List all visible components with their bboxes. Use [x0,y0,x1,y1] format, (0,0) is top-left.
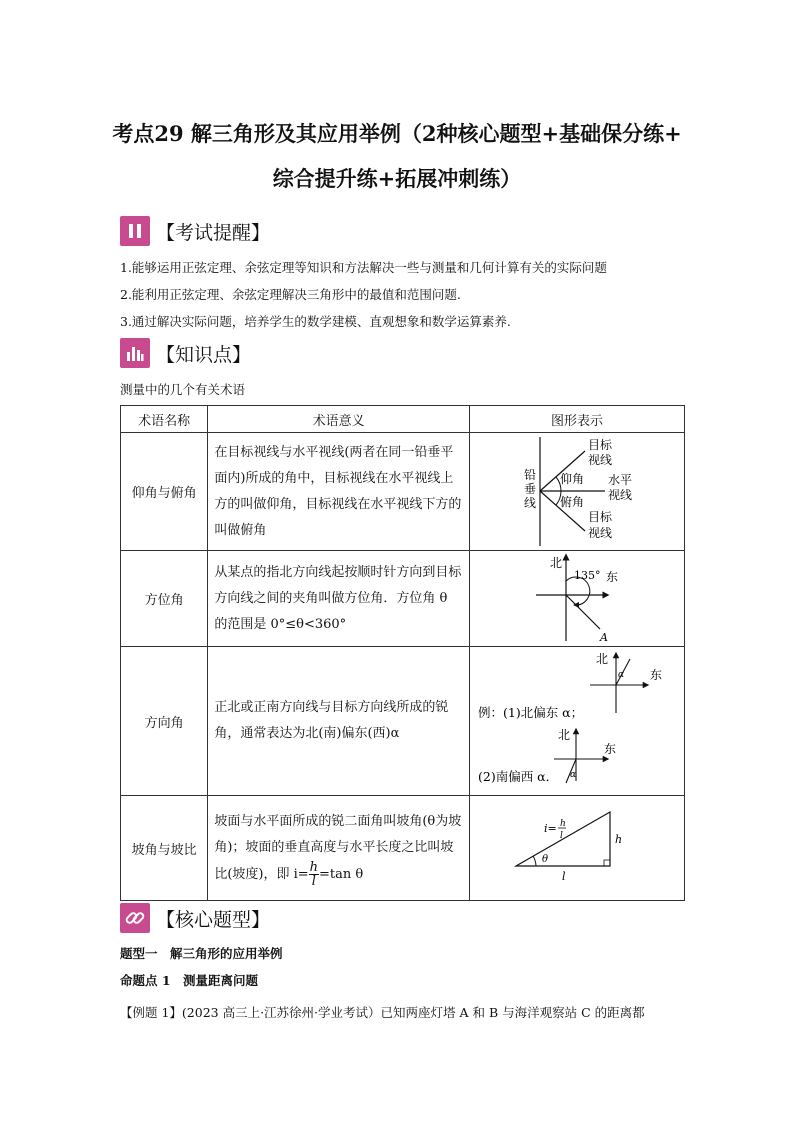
fig4-frac-num: h [559,819,566,829]
list-item: 2.能利用正弦定理、余弦定理解决三角形中的最值和范围问题. [120,287,461,302]
fig1-vert-3: 线 [523,496,536,510]
fig3-example-2: (2)南偏西 α． [477,769,559,784]
pause-bars-icon [120,216,150,246]
list-item: 3.通过解决实际问题，培养学生的数学建模、直观想象和数学运算素养. [120,314,511,329]
table-header-row [121,406,685,433]
fig3-example-1: 例：(1)北偏东 α； [477,705,584,720]
term-meaning [208,796,470,901]
bar-chart-icon [120,338,150,368]
fig1-vert-2: 垂 [523,482,536,496]
figure-elevation-depression [469,433,684,551]
table-row [121,796,685,901]
problem-point-heading: 命题点 1 测量距离问题 [120,973,259,988]
table-row [121,551,685,647]
fig4-h: h [614,833,623,846]
column-header: 图形表示 [469,406,684,433]
fig1-bot-label-1: 目标 [587,510,612,524]
fig4-frac-den: l [559,831,563,841]
table-row [121,433,685,551]
term-name: 方向角 [121,647,208,796]
fig1-down-angle: 俯角 [559,495,584,509]
fig1-up-angle: 仰角 [559,472,584,486]
fig1-top-label-2: 视线 [587,453,612,467]
figure-direction-angle [469,647,684,796]
section-title: 【知识点】 [156,343,252,366]
figure-slope [469,796,684,901]
fraction-numerator: h [309,859,319,875]
doc-title-line2: 综合提升练+拓展冲刺练） [272,166,522,191]
term-meaning: 正北或正南方向线与目标方向线所成的锐角，通常表达为北(南)偏东(西)α [208,647,470,796]
fig2-east: 东 [605,570,618,584]
fig3-alpha-1: α [617,670,625,680]
table-caption: 测量中的几个有关术语 [120,382,246,397]
example-text: 【例题 1】(2023 高三上·江苏徐州·学业考试）已知两座灯塔 A 和 B 与海洋观察站 C 的距离都 [120,1005,645,1020]
problem-type-heading: 题型一 解三角形的应用举例 [120,946,283,961]
section-knowledge-header [120,338,251,368]
chain-link-icon [120,903,150,933]
term-name: 方位角 [121,551,208,647]
slope-text-b: =tan θ [319,866,364,882]
fig1-horiz-1: 水平 [607,473,632,487]
fig2-north: 北 [549,556,562,570]
section-title: 【核心题型】 [156,908,271,931]
fig4-i-label: i= [543,822,557,835]
terms-table [120,405,685,901]
term-meaning: 在目标视线与水平视线(两者在同一铅垂平面内)所成的角中，目标视线在水平视线上方的叫做仰角，目标视线在水平视线下方的叫做俯角 [208,433,470,551]
section-exam-reminder-header [120,216,270,246]
column-header: 术语名称 [121,406,208,433]
fig1-top-label-1: 目标 [587,438,612,452]
column-header: 术语意义 [208,406,470,433]
term-name: 仰角与俯角 [121,433,208,551]
fig1-bot-label-2: 视线 [587,526,612,540]
term-meaning: 从某点的指北方向线起按顺时针方向到目标方向线之间的夹角叫做方位角．方位角 θ 的范围是 0°≤θ<360° [208,551,470,647]
slope-text-a: 坡面与水平面所成的锐二面角叫坡角(θ为坡角)；坡面的垂直高度与水平长度之比叫坡比(坡度)，即 i= [214,813,462,882]
section-core-types-header [120,903,270,933]
section-title: 【考试提醒】 [156,221,271,244]
figure-bearing [469,551,684,647]
fig3-north-1: 北 [595,652,608,666]
doc-title-line1: 考点29 解三角形及其应用举例（2种核心题型+基础保分练+ [112,121,682,146]
fig2-point: A [599,631,608,644]
fig3-alpha-2: α [569,770,577,780]
fig3-east-2: 东 [603,742,616,756]
fig3-north-2: 北 [557,728,570,742]
fig2-angle: 135° [573,569,601,582]
fraction-denominator: l [311,873,316,889]
fig1-vert-1: 铅 [523,468,536,482]
table-row [121,647,685,796]
list-item: 1.能够运用正弦定理、余弦定理等知识和方法解决一些与测量和几何计算有关的实际问题 [120,260,607,275]
fig4-l: l [561,870,566,883]
term-name: 坡角与坡比 [121,796,208,901]
fig4-theta: θ [541,854,549,865]
fig3-east-1: 东 [649,668,662,682]
fig1-horiz-2: 视线 [607,488,632,502]
slope-fraction [309,861,319,888]
